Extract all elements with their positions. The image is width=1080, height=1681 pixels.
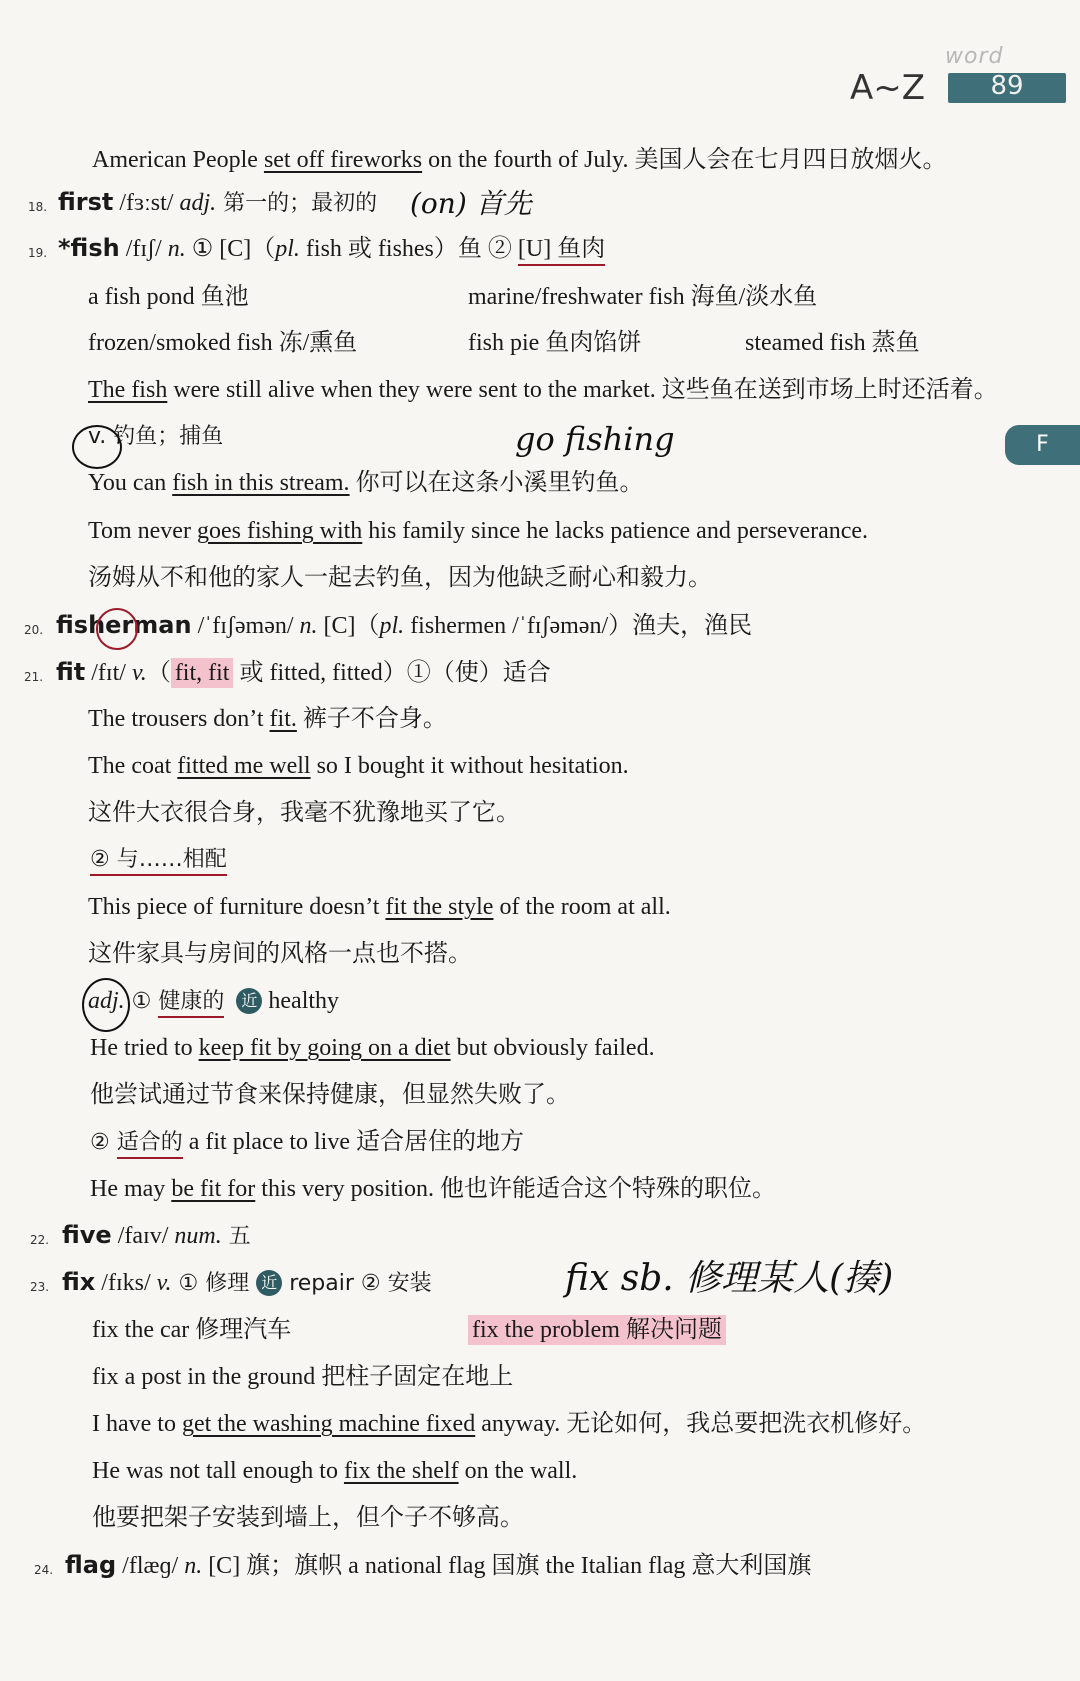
entry-number: 21.	[24, 670, 44, 684]
letter-tab[interactable]: F	[1005, 425, 1080, 465]
entry-fix: fix /fɪks/ v. ① 修理 近 repair ② 安装	[62, 1268, 432, 1296]
sense-adj-healthy: adj. ① 健康的 近 healthy	[88, 986, 339, 1017]
example-fish-pond: a fish pond 鱼池	[88, 284, 249, 310]
handwritten-circle	[72, 425, 122, 469]
example-furniture: This piece of furniture doesn’t fit the style of the room at all.	[88, 894, 671, 920]
example-tom-zh: 汤姆从不和他的家人一起去钓鱼，因为他缺乏耐心和毅力。	[88, 565, 712, 591]
sense-suitable: ② 适合的 a fit place to live 适合居住的地方	[90, 1127, 524, 1158]
sense-match: ② 与……相配	[90, 845, 227, 875]
headword: *fish	[58, 234, 120, 262]
entry-first: first /fɜːst/ adj. 第一的；最初的	[58, 188, 378, 216]
example-shelf-zh: 他要把架子安装到墙上，但个子不够高。	[92, 1505, 524, 1531]
example-frozen-fish: frozen/smoked fish 冻/熏鱼	[88, 330, 358, 356]
entry-number: 23.	[30, 1280, 50, 1294]
section-range: A~Z	[850, 68, 926, 108]
example-washing-machine: I have to get the washing machine fixed anyway. 无论如何，我总要把洗衣机修好。	[92, 1411, 927, 1437]
entry-five: five /faɪv/ num. 五	[62, 1221, 251, 1249]
example-fix-problem	[468, 1315, 726, 1345]
example-fish-pie: fish pie 鱼肉馅饼	[468, 330, 642, 356]
handwritten-circle	[82, 978, 130, 1032]
example-diet: He tried to keep fit by going on a diet but obviously failed.	[90, 1035, 655, 1061]
entry-number: 24.	[34, 1563, 54, 1577]
example-shelf: He was not tall enough to fix the shelf on the wall.	[92, 1458, 578, 1484]
entry-number: 18.	[28, 200, 48, 214]
highlight: fix the problem 解决问题	[468, 1315, 726, 1345]
example-steamed-fish: steamed fish 蒸鱼	[745, 330, 920, 356]
handwritten-circle-red	[96, 608, 138, 650]
example-fix-car: fix the car 修理汽车	[92, 1317, 292, 1343]
headword: flag	[65, 1551, 117, 1579]
headword: first	[58, 188, 114, 216]
example-furniture-zh: 这件家具与房间的风格一点也不搭。	[88, 941, 472, 967]
highlight: fit, fit	[171, 658, 234, 688]
handwritten-word-tag: word	[945, 44, 1004, 69]
example-stream: You can fish in this stream. 你可以在这条小溪里钓鱼。	[88, 470, 644, 496]
headword: fix	[62, 1268, 96, 1296]
example-fireworks: American People set off fireworks on the fourth of July. 美国人会在七月四日放烟火。	[92, 147, 947, 173]
entry-number: 19.	[28, 246, 48, 260]
example-fish-market: The fish were still alive when they were sent to the market. 这些鱼在送到市场上时还活着。	[88, 377, 998, 403]
example-trousers: The trousers don’t fit. 裤子不合身。	[88, 706, 447, 732]
example-position: He may be fit for this very position. 他也许能适合这个特殊的职位。	[90, 1176, 776, 1202]
example-tom: Tom never goes fishing with his family since he lacks patience and perseverance.	[88, 518, 869, 544]
entry-fisherman: fisherman /ˈfɪʃəmən/ n. [C]（pl. fishermen /ˈfɪʃəmən/）渔夫，渔民	[56, 611, 753, 639]
handwritten-note-fix-sb: fix sb. 修理某人(揍)	[565, 1258, 894, 1299]
entry-flag: flag /flæɡ/ n. [C] 旗；旗帜 a national flag 国旗 the Italian flag 意大利国旗	[65, 1551, 812, 1579]
entry-number: 22.	[30, 1233, 50, 1247]
sense-verb-fish: v. 钓鱼；捕鱼	[88, 424, 224, 449]
synonym-badge: 近	[236, 988, 262, 1014]
example-coat-zh: 这件大衣很合身，我毫不犹豫地买了它。	[88, 800, 520, 826]
entry-fish: *fish /fɪʃ/ n. ① [C]（pl. fish 或 fishes）鱼 ② [U] 鱼肉	[58, 233, 605, 264]
example-coat: The coat fitted me well so I bought it without hesitation.	[88, 753, 629, 779]
synonym-badge: 近	[256, 1270, 282, 1296]
headword: fisherman	[56, 611, 192, 639]
headword: fit	[56, 658, 86, 686]
headword: five	[62, 1221, 112, 1249]
example-marine-fish: marine/freshwater fish 海鱼/淡水鱼	[468, 284, 818, 310]
example-diet-zh: 他尝试通过节食来保持健康，但显然失败了。	[90, 1082, 570, 1108]
handwritten-note-go-fishing: go fishing	[515, 420, 675, 458]
page-number: 89	[990, 71, 1024, 101]
example-fix-post: fix a post in the ground 把柱子固定在地上	[92, 1364, 514, 1390]
entry-number: 20.	[24, 623, 44, 637]
handwritten-note-first: (on) 首先	[410, 187, 532, 220]
entry-fit: fit /fɪt/ v.（ fit, fit 或 fitted, fitted）①（使）适合	[56, 658, 551, 686]
